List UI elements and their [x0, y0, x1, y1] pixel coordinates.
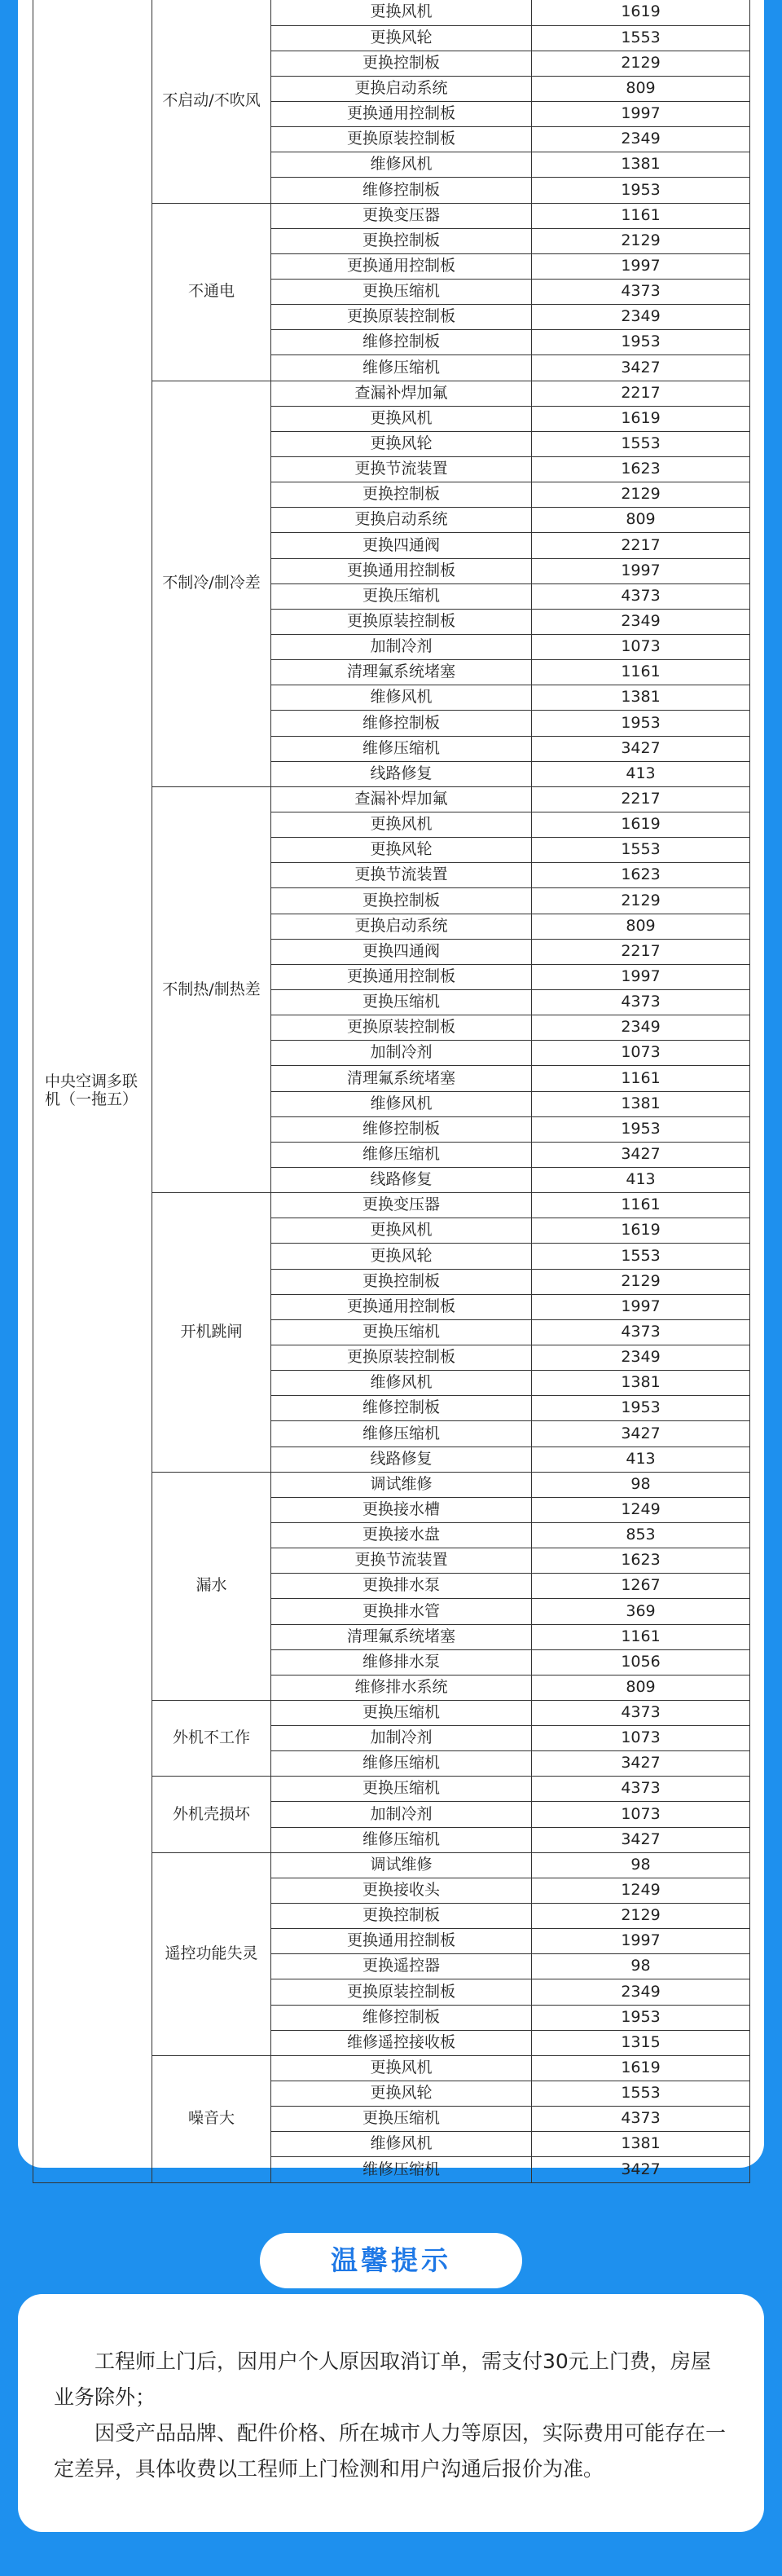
price-cell: 4373 [532, 989, 750, 1015]
repair-cell: 维修控制板 [271, 1116, 532, 1142]
fault-cell: 遥控功能失灵 [152, 1852, 271, 2055]
price-cell: 853 [532, 1522, 750, 1548]
price-cell: 1953 [532, 330, 750, 355]
price-cell: 4373 [532, 280, 750, 305]
repair-cell: 更换控制板 [271, 1904, 532, 1929]
price-cell: 3427 [532, 1827, 750, 1852]
price-cell: 1267 [532, 1574, 750, 1599]
price-cell: 1249 [532, 1878, 750, 1903]
price-cell: 413 [532, 1447, 750, 1472]
price-cell: 1997 [532, 964, 750, 989]
repair-cell: 加制冷剂 [271, 635, 532, 660]
price-cell: 1619 [532, 0, 750, 25]
repair-cell: 清理氟系统堵塞 [271, 1624, 532, 1649]
price-cell: 1553 [532, 431, 750, 456]
repair-cell: 清理氟系统堵塞 [271, 660, 532, 685]
repair-cell: 维修压缩机 [271, 1421, 532, 1447]
repair-cell: 更换节流装置 [271, 457, 532, 482]
price-cell: 1056 [532, 1649, 750, 1675]
price-cell: 1161 [532, 1624, 750, 1649]
price-cell: 809 [532, 508, 750, 533]
price-cell: 98 [532, 1852, 750, 1878]
price-cell: 1953 [532, 711, 750, 736]
repair-cell: 更换原装控制板 [271, 127, 532, 152]
repair-cell: 更换压缩机 [271, 280, 532, 305]
repair-cell: 维修压缩机 [271, 355, 532, 381]
repair-cell: 更换原装控制板 [271, 609, 532, 634]
price-cell: 1997 [532, 1294, 750, 1319]
repair-cell: 更换控制板 [271, 51, 532, 76]
price-cell: 1623 [532, 457, 750, 482]
repair-cell: 更换通用控制板 [271, 102, 532, 127]
tip-paragraph: 工程师上门后，因用户个人原因取消订单，需支付30元上门费，房屋业务除外； [54, 2349, 711, 2409]
price-cell: 98 [532, 1472, 750, 1497]
repair-cell: 线路修复 [271, 1447, 532, 1472]
price-cell: 1623 [532, 1548, 750, 1574]
price-cell: 1619 [532, 2055, 750, 2081]
price-cell: 1553 [532, 1244, 750, 1269]
repair-cell: 维修排水系统 [271, 1675, 532, 1700]
repair-cell: 更换节流装置 [271, 863, 532, 888]
repair-cell: 加制冷剂 [271, 1726, 532, 1751]
price-cell: 2129 [532, 51, 750, 76]
repair-cell: 更换节流装置 [271, 1548, 532, 1574]
price-cell: 4373 [532, 2107, 750, 2132]
repair-cell: 更换排水管 [271, 1599, 532, 1624]
price-cell: 1161 [532, 660, 750, 685]
repair-cell: 更换控制板 [271, 482, 532, 508]
price-cell: 2217 [532, 533, 750, 558]
repair-cell: 更换原装控制板 [271, 305, 532, 330]
price-cell: 4373 [532, 1700, 750, 1725]
price-cell: 1161 [532, 1066, 750, 1091]
repair-cell: 加制冷剂 [271, 1802, 532, 1827]
repair-cell: 维修风机 [271, 685, 532, 711]
repair-cell: 维修压缩机 [271, 1827, 532, 1852]
price-cell: 2129 [532, 1904, 750, 1929]
repair-cell: 更换控制板 [271, 228, 532, 253]
repair-cell: 维修风机 [271, 2132, 532, 2157]
fault-cell: 不制热/制热差 [152, 786, 271, 1192]
repair-cell: 查漏补焊加氟 [271, 786, 532, 812]
price-cell: 1953 [532, 178, 750, 203]
repair-cell: 更换控制板 [271, 1269, 532, 1294]
repair-cell: 维修控制板 [271, 178, 532, 203]
price-cell: 1249 [532, 1497, 750, 1522]
repair-cell: 更换风机 [271, 2055, 532, 2081]
price-cell: 1381 [532, 1091, 750, 1116]
repair-cell: 清理氟系统堵塞 [271, 1066, 532, 1091]
price-cell: 1381 [532, 2132, 750, 2157]
price-cell: 3427 [532, 1421, 750, 1447]
repair-cell: 更换风轮 [271, 25, 532, 51]
repair-cell: 更换原装控制板 [271, 1979, 532, 2005]
repair-cell: 更换启动系统 [271, 76, 532, 101]
repair-cell: 更换通用控制板 [271, 1929, 532, 1954]
price-cell: 2349 [532, 609, 750, 634]
tips-title: 温馨提示 [260, 2233, 522, 2288]
repair-cell: 维修风机 [271, 1371, 532, 1396]
price-cell: 1381 [532, 1371, 750, 1396]
price-cell: 3427 [532, 355, 750, 381]
repair-cell: 更换压缩机 [271, 989, 532, 1015]
price-cell: 1315 [532, 2030, 750, 2055]
repair-cell: 更换变压器 [271, 203, 532, 228]
price-cell: 4373 [532, 1319, 750, 1345]
repair-cell: 更换通用控制板 [271, 964, 532, 989]
repair-cell: 更换四通阀 [271, 939, 532, 964]
price-cell: 3427 [532, 736, 750, 761]
repair-cell: 调试维修 [271, 1852, 532, 1878]
price-cell: 1619 [532, 406, 750, 431]
repair-cell: 维修风机 [271, 152, 532, 178]
repair-cell: 更换控制板 [271, 888, 532, 914]
price-cell: 1997 [532, 102, 750, 127]
price-cell: 2349 [532, 1979, 750, 2005]
price-cell: 809 [532, 914, 750, 939]
repair-cell: 维修压缩机 [271, 736, 532, 761]
price-cell: 3427 [532, 2157, 750, 2182]
repair-cell: 更换排水泵 [271, 1574, 532, 1599]
repair-cell: 更换启动系统 [271, 914, 532, 939]
price-cell: 369 [532, 1599, 750, 1624]
price-cell: 1073 [532, 1041, 750, 1066]
repair-cell: 更换通用控制板 [271, 558, 532, 583]
fault-cell: 不制冷/制冷差 [152, 381, 271, 786]
price-cell: 1619 [532, 812, 750, 838]
price-cell: 2129 [532, 1269, 750, 1294]
repair-cell: 更换通用控制板 [271, 253, 532, 279]
repair-cell: 更换启动系统 [271, 508, 532, 533]
tips-text [54, 2344, 730, 2487]
repair-cell: 更换风轮 [271, 2081, 532, 2107]
fault-cell: 噪音大 [152, 2055, 271, 2182]
price-cell: 2129 [532, 482, 750, 508]
fault-cell: 外机不工作 [152, 1700, 271, 1776]
tip-paragraph: 因受产品品牌、配件价格、所在城市人力等原因，实际费用可能存在一定差异，具体收费以工程师上门检测和用户沟通后报价为准。 [54, 2421, 727, 2481]
repair-cell: 更换风轮 [271, 1244, 532, 1269]
repair-cell: 更换压缩机 [271, 1319, 532, 1345]
repair-cell: 维修遥控接收板 [271, 2030, 532, 2055]
repair-cell: 更换风机 [271, 1218, 532, 1244]
repair-cell: 调试维修 [271, 1472, 532, 1497]
repair-cell: 维修控制板 [271, 330, 532, 355]
price-cell: 2129 [532, 228, 750, 253]
price-cell: 2349 [532, 127, 750, 152]
price-cell: 1073 [532, 1802, 750, 1827]
price-cell: 4373 [532, 1777, 750, 1802]
price-cell: 1381 [532, 152, 750, 178]
price-cell: 1953 [532, 2005, 750, 2030]
fault-cell: 开机跳闸 [152, 1193, 271, 1473]
repair-cell: 更换风机 [271, 0, 532, 25]
price-cell: 2217 [532, 786, 750, 812]
price-cell: 1381 [532, 685, 750, 711]
price-cell: 2129 [532, 888, 750, 914]
price-cell: 1553 [532, 2081, 750, 2107]
repair-cell: 更换压缩机 [271, 1700, 532, 1725]
repair-cell: 更换原装控制板 [271, 1345, 532, 1370]
repair-cell: 维修压缩机 [271, 1142, 532, 1167]
repair-cell: 加制冷剂 [271, 1041, 532, 1066]
fault-cell: 漏水 [152, 1472, 271, 1700]
tips-title-badge [254, 2227, 528, 2294]
price-cell: 1073 [532, 1726, 750, 1751]
price-cell: 1997 [532, 1929, 750, 1954]
price-cell: 809 [532, 76, 750, 101]
repair-cell: 更换风轮 [271, 431, 532, 456]
repair-cell: 维修风机 [271, 1091, 532, 1116]
price-cell: 98 [532, 1954, 750, 1979]
price-cell: 3427 [532, 1751, 750, 1777]
repair-cell: 维修控制板 [271, 2005, 532, 2030]
price-table [33, 0, 750, 2183]
repair-cell: 更换压缩机 [271, 583, 532, 609]
repair-cell: 维修排水泵 [271, 1649, 532, 1675]
repair-cell: 更换接水盘 [271, 1522, 532, 1548]
price-cell: 1161 [532, 1193, 750, 1218]
repair-cell: 更换变压器 [271, 1193, 532, 1218]
price-cell: 1953 [532, 1396, 750, 1421]
fault-cell: 不启动/不吹风 [152, 0, 271, 203]
fault-cell: 外机壳损坏 [152, 1777, 271, 1852]
fault-cell: 不通电 [152, 203, 271, 381]
price-cell: 1161 [532, 203, 750, 228]
price-table-card [18, 0, 764, 2178]
price-cell: 809 [532, 1675, 750, 1700]
price-cell: 413 [532, 1167, 750, 1192]
repair-cell: 维修控制板 [271, 1396, 532, 1421]
repair-cell: 更换原装控制板 [271, 1015, 532, 1041]
price-cell: 1553 [532, 838, 750, 863]
repair-cell: 更换遥控器 [271, 1954, 532, 1979]
price-cell: 1997 [532, 558, 750, 583]
repair-cell: 维修压缩机 [271, 2157, 532, 2182]
repair-cell: 线路修复 [271, 1167, 532, 1192]
price-cell: 1953 [532, 1116, 750, 1142]
repair-cell: 更换接水槽 [271, 1497, 532, 1522]
price-cell: 1553 [532, 25, 750, 51]
price-cell: 413 [532, 761, 750, 786]
price-cell: 2349 [532, 1345, 750, 1370]
repair-cell: 更换压缩机 [271, 1777, 532, 1802]
repair-cell: 维修压缩机 [271, 1751, 532, 1777]
price-cell: 1073 [532, 635, 750, 660]
price-cell: 1623 [532, 863, 750, 888]
repair-cell: 线路修复 [271, 761, 532, 786]
repair-cell: 更换风轮 [271, 838, 532, 863]
table-row [33, 0, 750, 25]
repair-cell: 更换风机 [271, 812, 532, 838]
price-cell: 2349 [532, 1015, 750, 1041]
repair-cell: 查漏补焊加氟 [271, 381, 532, 406]
repair-cell: 更换四通阀 [271, 533, 532, 558]
price-cell: 4373 [532, 583, 750, 609]
repair-cell: 更换通用控制板 [271, 1294, 532, 1319]
category-cell: 中央空调多联机（一拖五） [33, 0, 152, 2182]
repair-cell: 更换接收头 [271, 1878, 532, 1903]
price-cell: 3427 [532, 1142, 750, 1167]
price-cell: 2217 [532, 381, 750, 406]
repair-cell: 更换风机 [271, 406, 532, 431]
repair-cell: 更换压缩机 [271, 2107, 532, 2132]
price-cell: 1997 [532, 253, 750, 279]
price-cell: 1619 [532, 1218, 750, 1244]
price-cell: 2349 [532, 305, 750, 330]
repair-cell: 维修控制板 [271, 711, 532, 736]
price-cell: 2217 [532, 939, 750, 964]
